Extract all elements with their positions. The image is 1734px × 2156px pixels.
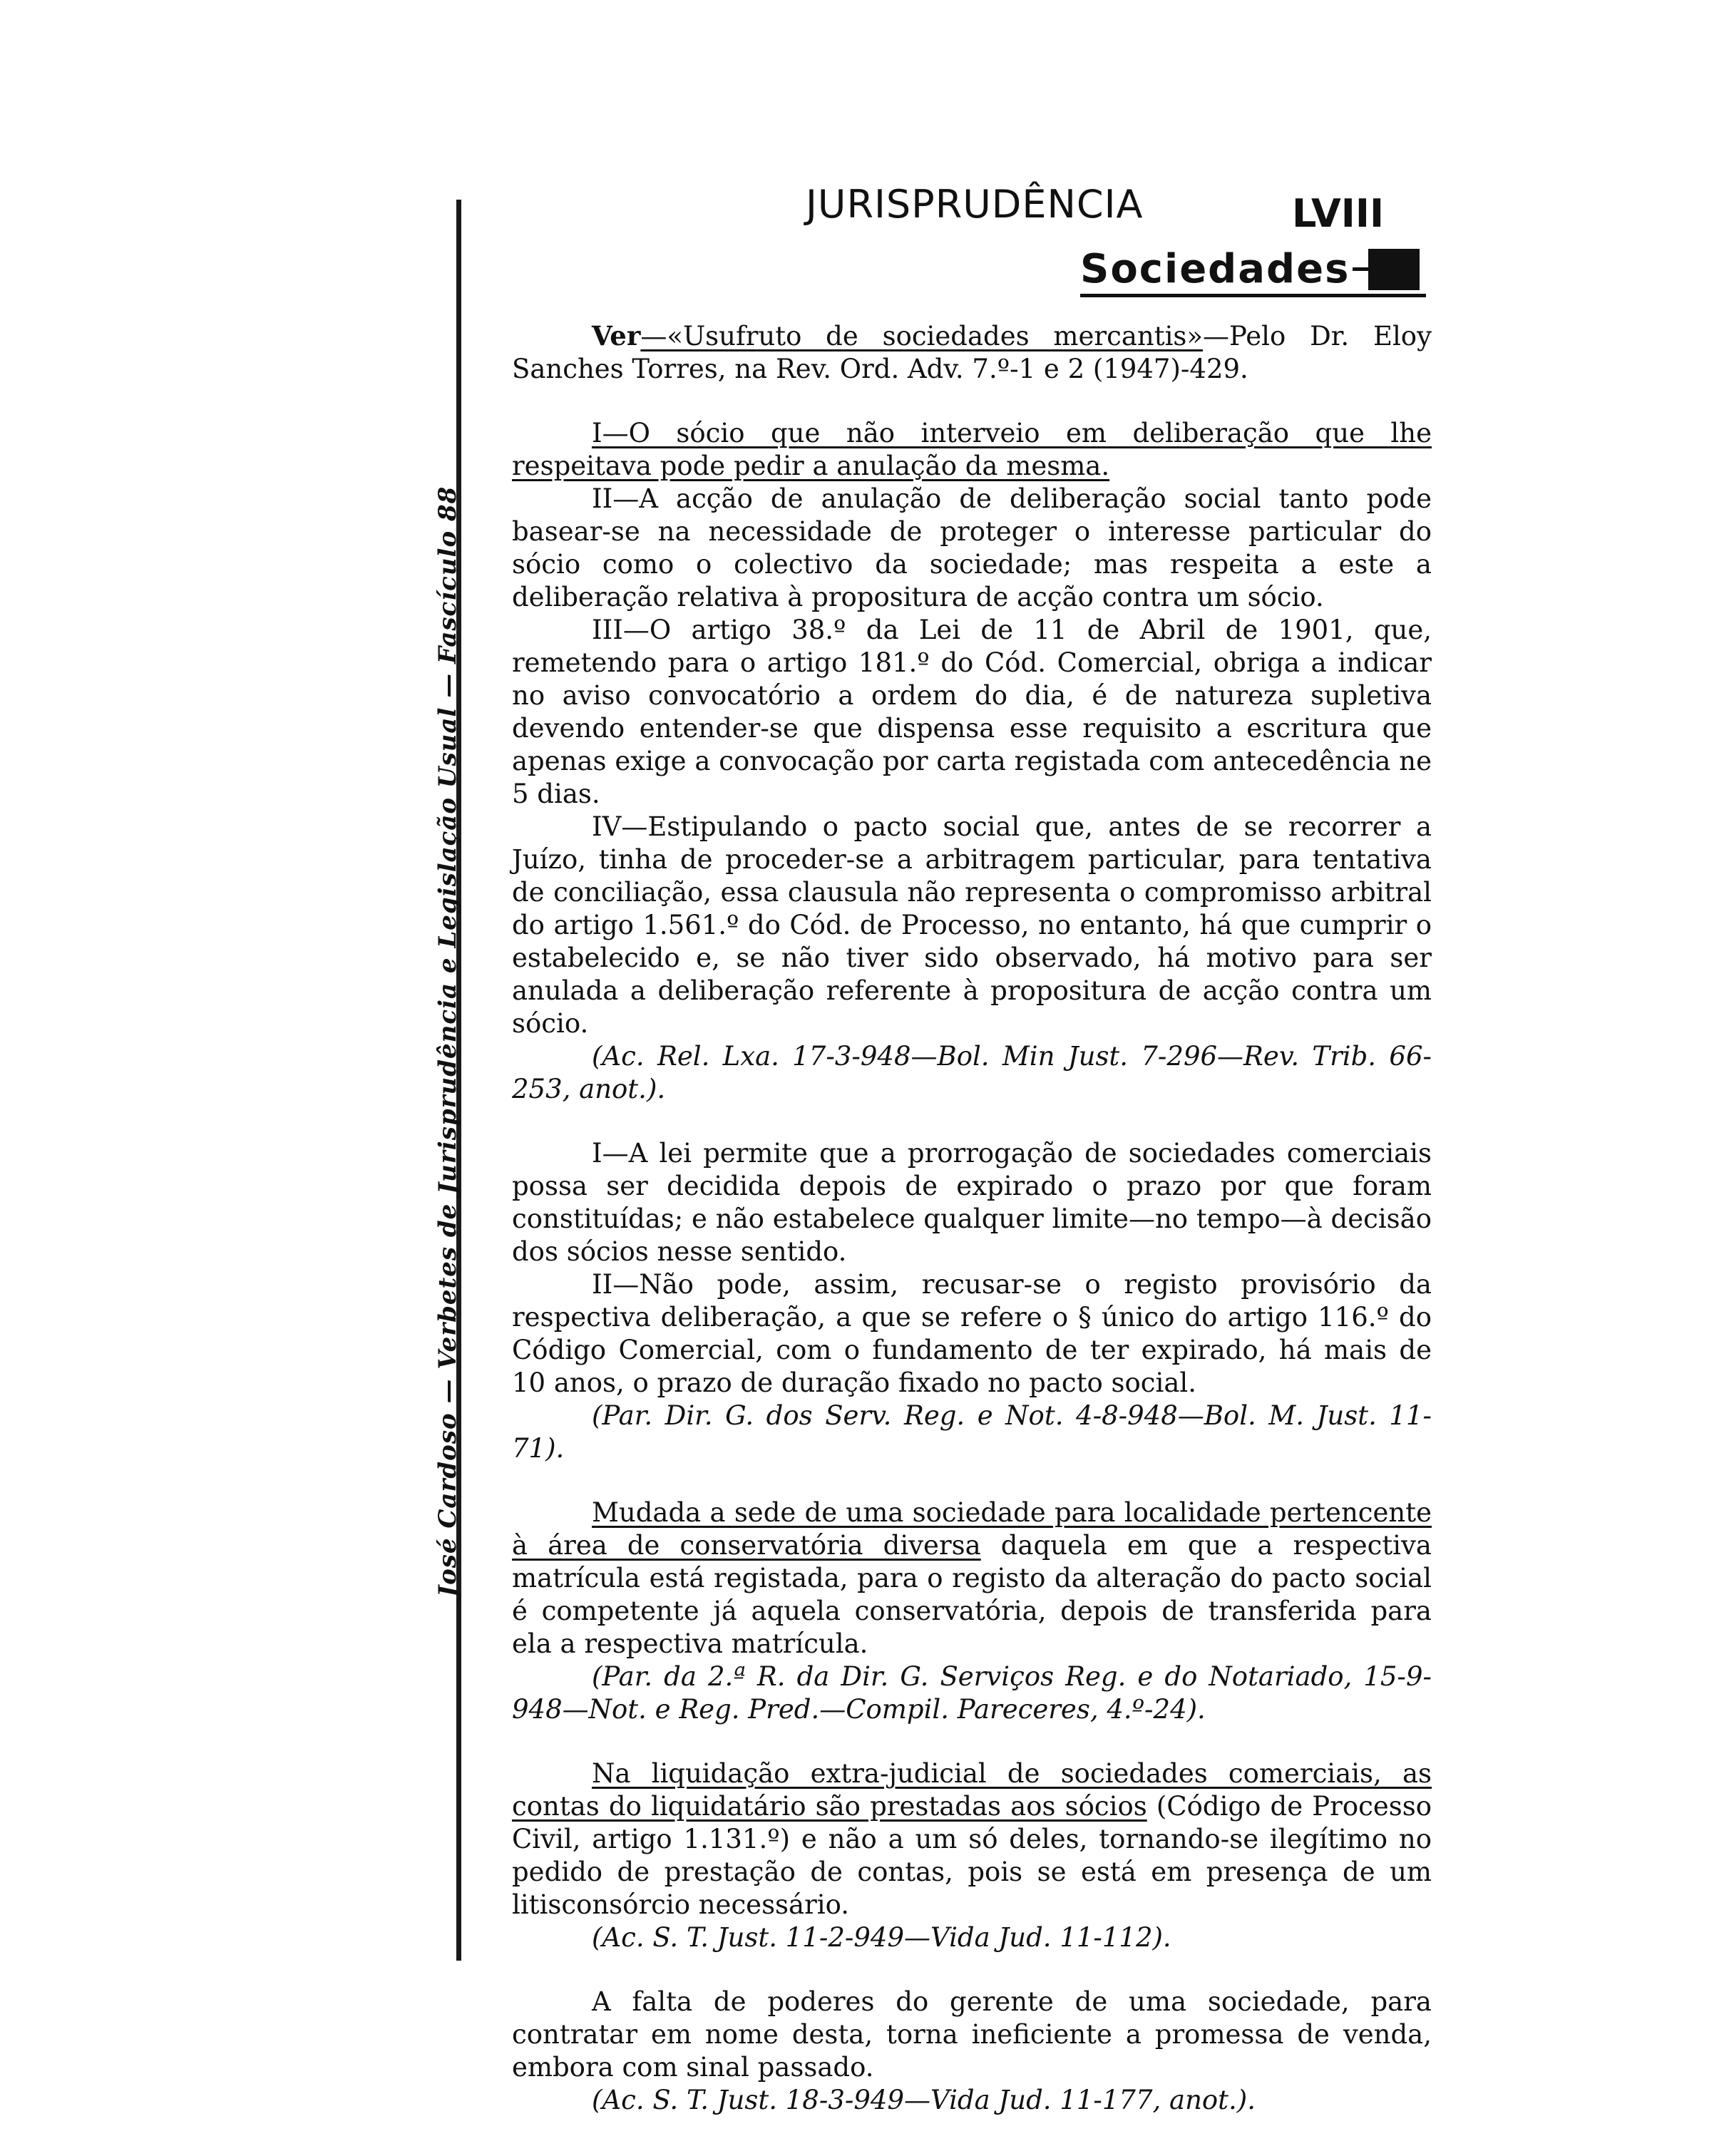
entry-1 <box>512 417 1432 1106</box>
entry-2-para-2: II—Não pode, assim, recusar-se o registo provisório da respectiva deliberação, a que se refere o § único do artigo 116.º do Código Comercial, com o fundamento de ter expirado, há mais de 10 anos, o prazo de duração fixado no pacto social. <box>512 1269 1432 1398</box>
entry-5-text: A falta de poderes do gerente de uma sociedade, para contratar em nome desta, torna ineficiente a promessa de venda, embora com sinal passado. <box>512 1986 1432 2083</box>
entry-3-citation: (Par. da 2.ª R. da Dir. G. Serviços Reg. e do Notariado, 15-9-948—Not. e Reg. Pred.—Compil. Pareceres, 4.º-24). <box>512 1661 1432 1725</box>
section-title: Sociedades <box>1080 246 1350 292</box>
section-heading <box>1080 246 1420 292</box>
see-label: Ver <box>592 320 641 351</box>
see-also-note <box>512 319 1432 386</box>
section-marker-block <box>1368 249 1420 290</box>
entry-2-citation: (Par. Dir. G. dos Serv. Reg. e Not. 4-8-948—Bol. M. Just. 11-71). <box>512 1400 1432 1464</box>
entry-3-text: Mudada a sede de uma sociedade para localidade pertencente à área de conservatória diversa daquela em que a respectiva matrícula está registada, para o registo da alteração do pacto social é competente já aquela conservatória, depois de transferida para ela a respectiva matrícula. <box>512 1497 1432 1659</box>
entry-1-citation: (Ac. Rel. Lxa. 17-3-948—Bol. Min Just. 7-296—Rev. Trib. 66-253, anot.). <box>512 1041 1432 1104</box>
section-dash <box>1353 267 1368 271</box>
see-title: —«Usufruto de sociedades mercantis» <box>640 321 1204 351</box>
entry-5 <box>512 1986 1432 2117</box>
entry-4 <box>512 1757 1432 1954</box>
see-rest: —Pelo Dr. Eloy Sanches Torres, na Rev. Ord. Adv. 7.º-1 e 2 (1947)-429. <box>512 321 1432 384</box>
entry-1-para-1: I—O sócio que não interveio em deliberação que lhe respeitava pode pedir a anulação da mesma. <box>512 418 1432 481</box>
entry-1-para-2: II—A acção de anulação de deliberação social tanto pode basear-se na necessidade de proteger o interesse particular do sócio como o colectivo da sociedade; mas respeita a este a deliberação relativa à propositura de acção contra um sócio. <box>512 483 1432 612</box>
entry-4-text: Na liquidação extra-judicial de sociedades comerciais, as contas do liquidatário são prestadas aos sócios (Código de Processo Civil, artigo 1.131.º) e não a um só deles, tornando-se ilegítimo no pedido de prestação de contas, pois se está em presença de um litisconsórcio necessário. <box>512 1758 1432 1920</box>
entry-2 <box>512 1137 1432 1465</box>
entry-5-citation: (Ac. S. T. Just. 18-3-949—Vida Jud. 11-177, anot.). <box>592 2085 1256 2115</box>
spine-label: José Cardoso — Verbetes de Jurisprudência e Legislação Usual — Fascículo 88 <box>433 486 462 1597</box>
entry-1-para-4: IV—Estipulando o pacto social que, antes de se recorrer a Juízo, tinha de proceder-se a arbitragem particular, para tentativa de conciliação, essa clausula não representa o compromisso arbitral do artigo 1.561.º do Cód. de Processo, no entanto, há que cumprir o estabelecido e, se não tiver sido observado, há motivo para ser anulada a deliberação referente à propositura de acção contra um sócio. <box>512 811 1432 1039</box>
entry-3 <box>512 1497 1432 1726</box>
page-number: LVIII <box>1292 191 1385 236</box>
entry-4-citation: (Ac. S. T. Just. 11-2-949—Vida Jud. 11-112). <box>592 1922 1171 1953</box>
entry-2-para-1: I—A lei permite que a prorrogação de sociedades comerciais possa ser decidida depois de expirado o prazo por que foram constituídas; e não estabelece qualquer limite—no tempo—à decisão dos sócios nesse sentido. <box>512 1138 1432 1267</box>
page-title: JURISPRUDÊNCIA <box>806 182 1144 227</box>
header-rule <box>1080 294 1426 297</box>
entry-1-para-3: III—O artigo 38.º da Lei de 11 de Abril de 1901, que, remetendo para o artigo 181.º do Cód. Comercial, obriga a indicar no aviso convocatório a ordem do dia, é de natureza supletiva devendo entender-se que dispensa esse requisito a escritura que apenas exige a convocação por carta registada com antecedência ne 5 dias. <box>512 615 1432 809</box>
document-body <box>512 319 1432 2117</box>
